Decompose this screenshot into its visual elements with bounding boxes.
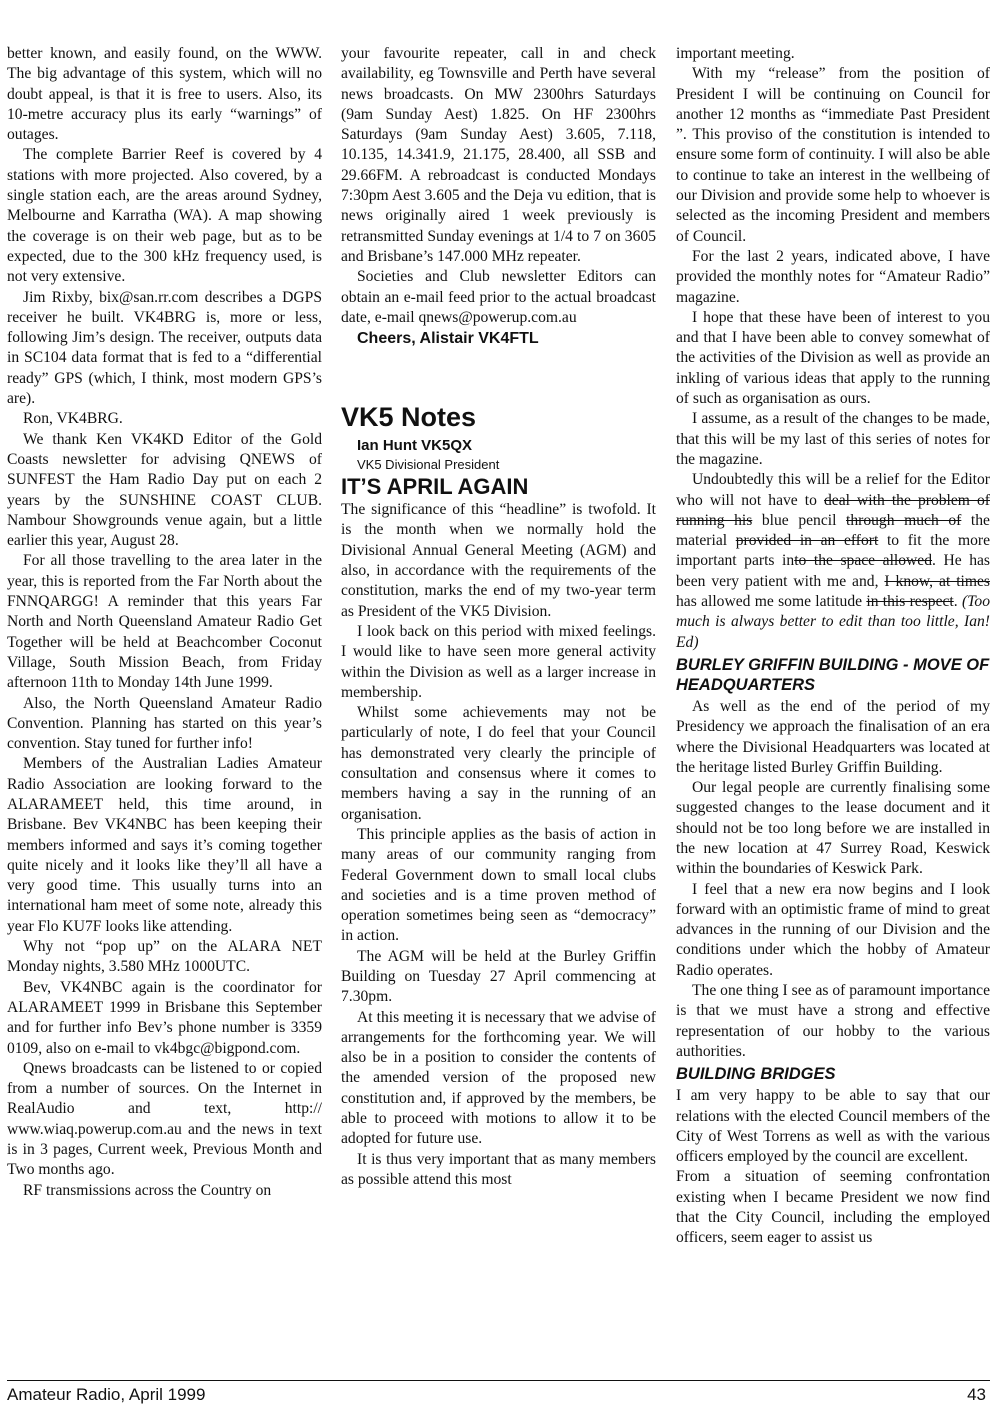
column-1: [7, 44, 322, 1201]
paragraph: better known, and easily found, on the WWW. The big advantage of this system, which will no doubt appeal, is that it is free to users. Also, its 10-metre accuracy plus its early “warnings” of outages.: [7, 45, 322, 144]
paragraph: This principle applies as the basis of action in many areas of our community ranging from Federal Government down to small local clubs and societies and is a time proven method of operation sometimes being seen as “democracy” in action.: [341, 825, 656, 945]
paragraph: As well as the end of the period of my Presidency we approach the finalisation of an era where the Divisional Headquarters was located at the heritage listed Burley Griffin Building.: [676, 697, 990, 776]
text-run: has allowed me some latitude: [676, 593, 867, 611]
struck-text: in this respect: [866, 593, 954, 611]
text-run: . He has been very patient with me and,: [676, 552, 991, 590]
editor-note: (Too much is always better to edit than too little, Ian! Ed): [676, 593, 990, 651]
text-run: blue pencil: [752, 511, 847, 529]
paragraph: Our legal people are currently finalising some suggested changes to the lease document and it should not be too long before we are installed in the new location at 47 Surrey Road, Keswick within the boundaries of Keswick Park.: [676, 779, 990, 878]
text-run: Undoubtedly this will be a relief for the Editor who will not have to: [676, 471, 990, 509]
struck-text: deal with the problem of running his: [676, 491, 990, 529]
section-title: VK5 Notes: [341, 402, 477, 433]
paragraph: The AGM will be held at the Burley Griffin Building on Tuesday 27 April commencing at 7.30pm.: [341, 947, 656, 1006]
paragraph: From a situation of seeming confrontation existing when I became President we now find that the City Council, including the employed officers, seem eager to assist us: [676, 1168, 990, 1247]
paragraph: The significance of this “headline” is twofold. It is the month when we normally hold the Divisional Annual General Meeting (AGM) and also, in accordance with the requirements of the constitution, marks the end of my two-year term as President of the VK5 Division.: [341, 501, 656, 620]
paragraph-edited: [676, 470, 990, 653]
publication-name: Amateur Radio, April 1999: [7, 1385, 206, 1404]
paragraph: We thank Ken VK4KD Editor of the Gold Coasts newsletter for advising QNEWS of SUNFEST the Ham Radio Day put on each 2 years by the SUNSHINE COAST CLUB. Nambour Showgrounds venue again, but a little earlier this year, August 28.: [7, 430, 322, 550]
column-2: [341, 44, 656, 1190]
text-run: .: [953, 593, 962, 611]
subheading-headquarters: BURLEY GRIFFIN BUILDING - MOVE OF HEADQUARTERS: [676, 655, 990, 694]
paragraph: With my “release” from the position of President I will be continuing on Council for another 12 months as “immediate Past President ”. This proviso of the constitution is intended to ensure some form of continuity. I will also be able to continue to take an interest in the wellbeing of our Division and provide some help to whoever is selected as the incoming President and members of Council.: [676, 65, 990, 245]
article-heading: IT’S APRIL AGAIN: [341, 474, 529, 500]
paragraph: For all those travelling to the area later in the year, this is reported from the Far North about the FNNQARGG! A reminder that this years Far North and North Queensland Amateur Radio Get Together will be held at Beachcomber Coconut Village, South Mission Beach, from Friday afternoon 11th to Monday 14th June 1999.: [7, 552, 322, 692]
struck-text: to the space allowed: [794, 552, 933, 570]
struck-text: I know, at times: [884, 572, 990, 590]
paragraph: I assume, as a result of the changes to be made, that this will be my last of this series of notes for the magazine.: [676, 410, 990, 468]
paragraph: Qnews broadcasts can be listened to or copied from a number of sources. On the Internet in RealAudio and text, http:// www.wiaq.powerup.com.au and the news in text is in 3 pages, Current week, Previous Month and Two months ago.: [7, 1059, 322, 1179]
paragraph: important meeting.: [676, 45, 795, 62]
paragraph: Jim Rixby, bix@san.rr.com describes a DGPS receiver he built. VK4BRG is, more or less, following Jim’s design. The receiver, outputs data in SC104 data format that is fed to a “differential ready” GPS (which, I think, most modern GPS’s are).: [7, 288, 322, 408]
paragraph: The one thing I see as of paramount importance is that we must have a strong and effective representation of our hobby to the various authorities.: [676, 982, 990, 1060]
paragraph: Societies and Club newsletter Editors can obtain an e-mail feed prior to the actual broadcast date, e-mail qnews@powerup.com.au: [341, 268, 656, 326]
paragraph: It is thus very important that as many members as possible attend this most: [341, 1150, 656, 1188]
paragraph: For the last 2 years, indicated above, I have provided the monthly notes for “Amateur Radio” magazine.: [676, 247, 990, 306]
author-role: VK5 Divisional President: [357, 457, 500, 473]
paragraph: At this meeting it is necessary that we advise of arrangements for the forthcoming year. We will also be in a position to consider the contents of the amended version of the proposed new constitution and, if approved by the members, be able to proceed with motions to allow it to be adopted for future use.: [341, 1008, 656, 1148]
signoff: Cheers, Alistair VK4FTL: [357, 330, 539, 348]
paragraph: Bev, VK4NBC again is the coordinator for ALARAMEET 1999 in Brisbane this September and for further info Bev’s phone number is 3359 0109, also on e-mail to vk4bgc@bigpond.com.: [7, 978, 322, 1057]
paragraph: your favourite repeater, call in and check availability, eg Townsville and Perth have several news broadcasts. On MW 2300hrs Saturdays (9am Sunday Aest) 1.825. On HF 2300hrs Saturdays (9am Sunday Aest) 3.605, 7.118, 10.135, 14.341.9, 21.175, 28.400, all SSB and 29.66FM. A rebroadcast is conducted Mondays 7:30pm Aest 3.605 and the Deja vu edition, that is news originally aired 1 week previously is retransmitted Sunday evenings at 1/4 to 7 on 3605 and Brisbane’s 147.000 MHz repeater.: [341, 45, 656, 265]
paragraph: Also, the North Queensland Amateur Radio Convention. Planning has started on this year’s convention. Stay tuned for further info!: [7, 694, 322, 753]
column-3: [676, 44, 990, 1249]
page-footer: [7, 1380, 990, 1404]
text-run: the material: [676, 511, 990, 550]
paragraph: Whilst some achievements may not be particularly of note, I do feel that your Council has demonstrated very clearly the principle of consultation and consensus where it comes to members having a say in the running of an organisation.: [341, 704, 656, 823]
author-name: Ian Hunt VK5QX: [357, 437, 473, 455]
paragraph: Ron, VK4BRG.: [23, 410, 123, 428]
page-number: 43: [967, 1385, 986, 1404]
struck-text: through much of: [846, 511, 962, 529]
paragraph: I hope that these have been of interest to you and that I have been able to convey somewhat of the activities of the Division as well as provide an inkling of various ideas that apply to the running of such as organisation as ours.: [676, 308, 990, 408]
struck-text: provided in an effort: [735, 532, 879, 550]
paragraph: The complete Barrier Reef is covered by 4 stations with more projected. Also covered, by a single station each, are the areas around Sydney, Melbourne and Karratha (WA). A map showing the coverage is on their web page, but as to be expected, due to the 300 kHz frequency used, is not very extensive.: [7, 146, 322, 286]
paragraph: I look back on this period with mixed feelings. I would like to have seen more general activity within the Division as well as a larger increase in membership.: [341, 622, 656, 701]
text-run: to fit the more important parts in: [676, 532, 990, 570]
subheading-bridges: BUILDING BRIDGES: [676, 1065, 836, 1084]
paragraph: I feel that a new era now begins and I look forward with an optimistic frame of mind to great advances in the running of our Division and the conditions under which the hobby of Amateur Radio operates.: [676, 880, 990, 979]
paragraph: RF transmissions across the Country on: [23, 1181, 272, 1199]
paragraph: I am very happy to be able to say that our relations with the elected Council members of the City of West Torrens as well as with the various officers employed by the council are excellent.: [676, 1087, 990, 1166]
paragraph: Members of the Australian Ladies Amateur Radio Association are looking forward to the ALARAMEET held, this time around, in Brisbane. Bev VK4NBC has been keeping their members informed and says it’s coming together quite nicely and it looks like they’ll all have a very good time. This usually turns into an international ham meet of some note, already this year Flo KU7F looks like attending.: [7, 755, 322, 935]
paragraph: Why not “pop up” on the ALARA NET Monday nights, 3.580 MHz 1000UTC.: [7, 938, 322, 976]
